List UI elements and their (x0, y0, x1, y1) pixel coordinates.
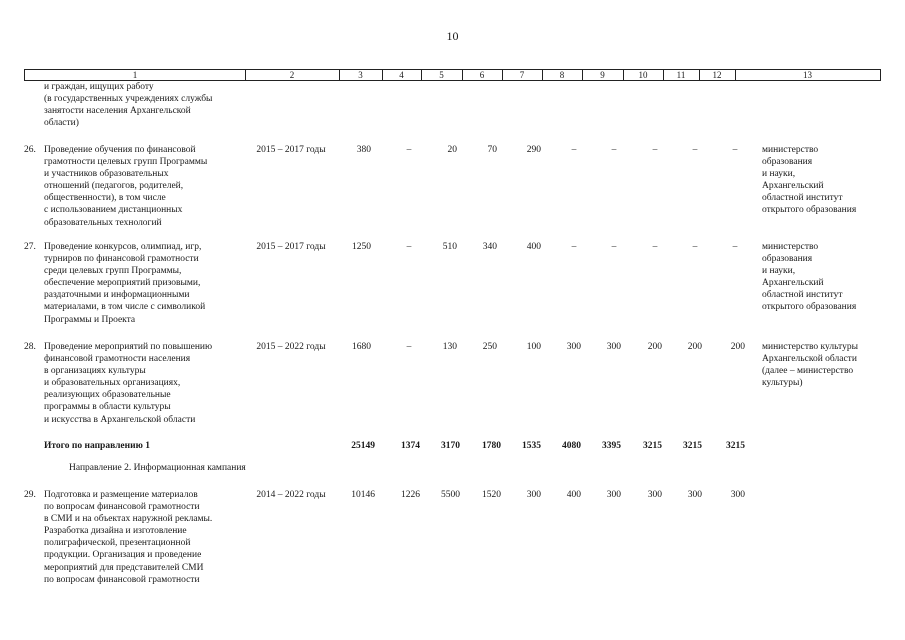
activity-text: Подготовка и размещение материалов по вопросам финансовой грамотности в СМИ и на объектах наружной рекламы. Разработка дизайна и изготовление полиграфической, презентационной продукции. Организация и проведение мероприятий для представителей СМИ по вопросам финансовой грамотности (44, 490, 213, 585)
activity-text: Проведение обучения по финансовой грамотности целевых групп Программы и участников образовательных отношений (педагогов, родителей, общественности), в том числе с использованием дистанционных образовательных технологий (44, 145, 208, 228)
total-col8: 4080 (562, 441, 581, 451)
value-col6: 340 (482, 242, 497, 252)
header-cell-12: 12 (712, 70, 722, 80)
value-col5: 20 (447, 145, 457, 155)
value-col8: 300 (566, 342, 581, 352)
table-header-row (24, 69, 881, 81)
value-col6: 70 (487, 145, 497, 155)
value-col12: – (732, 242, 738, 252)
total-col7: 1535 (522, 441, 541, 451)
value-col11: 300 (687, 490, 702, 500)
value-col3: 1680 (352, 342, 371, 352)
value-col7: 400 (526, 242, 541, 252)
value-col12: – (732, 145, 738, 155)
header-cell-1: 1 (132, 70, 138, 80)
value-col11: 200 (687, 342, 702, 352)
activity-text: Проведение мероприятий по повышению финансовой грамотности населения в организациях культуры и образовательных организациях, реализующих образовательные программы в области культуры и искусства в Архангельской области (44, 342, 213, 425)
value-col6: 250 (482, 342, 497, 352)
value-col9: 300 (606, 490, 621, 500)
executor: министерство образования и науки, Архангельский областной институт открытого образования (762, 242, 857, 313)
total-col4: 1374 (401, 441, 420, 451)
total-col10: 3215 (643, 441, 662, 451)
value-col8: 400 (566, 490, 581, 500)
value-col8: – (571, 145, 577, 155)
value-col5: 5500 (441, 490, 460, 500)
value-col10: 300 (647, 490, 662, 500)
value-col9: – (611, 145, 617, 155)
value-col5: 130 (442, 342, 457, 352)
header-cell-13: 13 (803, 70, 812, 80)
value-col12: 200 (730, 342, 745, 352)
continuation-text: и граждан, ищущих работу (в государственных учреждениях службы занятости населения Архангельской области) (44, 82, 213, 129)
value-col11: – (692, 242, 698, 252)
header-cell-7: 7 (519, 70, 525, 80)
row-number: 28. (24, 342, 36, 352)
value-col9: 300 (606, 342, 621, 352)
value-col7: 300 (526, 490, 541, 500)
value-col3: 380 (356, 145, 371, 155)
value-col10: – (652, 242, 658, 252)
page-number: 10 (446, 29, 459, 43)
total-col3: 25149 (351, 441, 375, 451)
value-col4: – (406, 242, 412, 252)
section-title: Направление 2. Информационная кампания (69, 463, 246, 473)
row-number: 29. (24, 490, 36, 500)
value-col5: 510 (442, 242, 457, 252)
row-number: 26. (24, 145, 36, 155)
total-col6: 1780 (482, 441, 501, 451)
value-col9: – (611, 242, 617, 252)
header-cell-6: 6 (479, 70, 485, 80)
total-col11: 3215 (683, 441, 702, 451)
activity-text: Проведение конкурсов, олимпиад, игр, турниров по финансовой грамотности среди целевых групп Программы, обеспечение мероприятий призовыми, раздаточными и информационными материалами, в том числе с символикой Программы и Проекта (44, 242, 206, 325)
total-col12: 3215 (726, 441, 745, 451)
value-col4: 1226 (401, 490, 420, 500)
header-cell-3: 3 (358, 70, 363, 80)
value-col10: 200 (647, 342, 662, 352)
executor: министерство культуры Архангельской области (далее – министерство культуры) (762, 342, 858, 389)
value-col4: – (406, 145, 412, 155)
value-col8: – (571, 242, 577, 252)
header-cell-11: 11 (676, 70, 686, 80)
value-col3: 10146 (351, 490, 375, 500)
row-number: 27. (24, 242, 36, 252)
header-cell-8: 8 (559, 70, 565, 80)
value-col10: – (652, 145, 658, 155)
total-col9: 3395 (602, 441, 621, 451)
period: 2015 – 2022 годы (256, 342, 326, 352)
header-cell-2: 2 (289, 70, 295, 80)
value-col7: 290 (526, 145, 541, 155)
period: 2015 – 2017 годы (256, 145, 326, 155)
header-cell-10: 10 (638, 70, 648, 80)
value-col12: 300 (730, 490, 745, 500)
period: 2014 – 2022 годы (256, 490, 326, 500)
header-cell-4: 4 (399, 70, 404, 80)
value-col7: 100 (526, 342, 541, 352)
value-col11: – (692, 145, 698, 155)
executor: министерство образования и науки, Архангельский областной институт открытого образования (762, 145, 857, 216)
period: 2015 – 2017 годы (256, 242, 326, 252)
header-cell-9: 9 (600, 70, 605, 80)
value-col6: 1520 (482, 490, 501, 500)
total-col5: 3170 (441, 441, 460, 451)
value-col3: 1250 (352, 242, 371, 252)
total-label: Итого по направлению 1 (44, 441, 150, 451)
header-cell-5: 5 (439, 70, 444, 80)
value-col4: – (406, 342, 412, 352)
